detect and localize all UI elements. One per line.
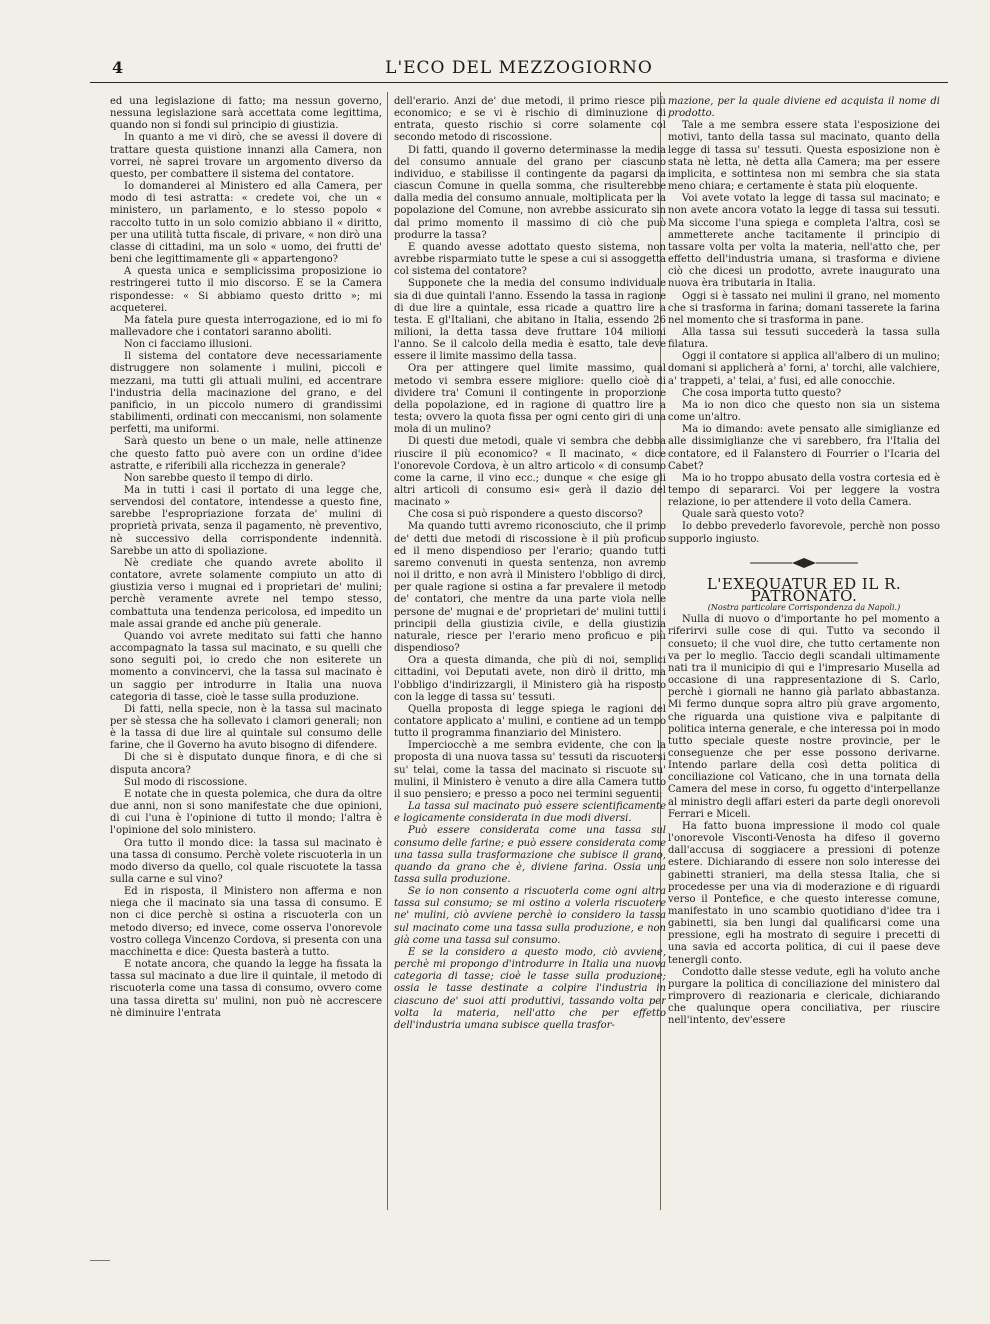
paragraph: Io domanderei al Ministero ed alla Camera, per modo di tesi astratta: « credete voi, che un « ministero, un parlamento, e lo stesso popolo « raccolto tutto in un solo comizio abbiano il « diritto, per una utilità tutta fiscale, di privare, « non dirò una classe di cittadini, ma un solo « uomo, dei frutti de' beni che legittimamente gli « appartengono? [110, 181, 382, 266]
paragraph: Sarà questo un bene o un male, nelle attinenze che questo fatto può avere con un ordine d'idee astratte, e riferibili alla ricchezza in generale? [110, 436, 382, 472]
paragraph-italic: La tassa sul macinato può essere scientificamente e logicamente considerata in due modi diversi. [394, 801, 666, 825]
article-column-1 [110, 96, 382, 1201]
paragraph: dell'erario. Anzi de' due metodi, il primo riesce più economico; e se vi è rischio di diminuzione di entrata, questo rischio si corre solamente col secondo metodo di riscossione. [394, 96, 666, 144]
paragraph: A questa unica e semplicissima proposizione io restringerei tutto il mio discorso. E se la Camera rispondesse: « Si abbiamo questo dritto »; mi acqueterei. [110, 266, 382, 314]
paragraph: Ora a questa dimanda, che più di noi, semplici cittadini, voi Deputati avete, non dirò il dritto, ma l'obbligo d'indirizzargli, il Ministero già ha risposto con la legge di tassa su' tessuti. [394, 655, 666, 703]
paragraph: Ma io non dico che questo non sia un sistema come un'altro. [668, 399, 940, 424]
paragraph: Che cosa si può rispondere a questo discorso? [408, 509, 643, 521]
paragraph: E notate ancora, che quando la legge ha fissata la tassa sul macinato a due lire il quintale, il metodo di riscuoterla come una tassa di consumo, ovvero come una tassa diretta su' mulini, non può nè accrescere nè diminuire l'entrata [110, 959, 382, 1019]
paragraph: Voi avete votato la legge di tassa sul macinato; e non avete ancora votato la legge di tassa sui tessuti. Ma siccome l'una spiega e completa l'altra, così se ammetterete anche tacitamente il principio di tassare volta per volta la materia, nell'atto che, per effetto dell'industria umana, si trasforma e diviene ciò che dicesi un prodotto, avrete inaugurato una nuova èra tributaria in Italia. [668, 193, 940, 290]
paragraph: ed una legislazione di fatto; ma nessun governo, nessuna legislazione sarà accettata come legittima, quando non si fondi sul principio di giustizia. [110, 96, 382, 132]
paragraph: Di questi due metodi, quale vi sembra che debba riuscire il più economico? « Il macinato, « dice l'onorevole Cordova, è un altro articolo « di consumo come la carne, il vino ecc.; dunque « che esige gli altri articoli di consumo esi« gerà il dazio del macinato » [394, 436, 666, 509]
paragraph: Oggi si è tassato nei mulini il grano, nel momento che si trasforma in farina; domani tasserete la farina nel momento che si trasforma in pane. [668, 290, 940, 326]
paragraph: In quanto a me vi dirò, che se avessi il dovere di trattare questa quistione innanzi alla Camera, non vorrei, nè saprei trovare un argomento diverso da questo, per combattere il sistema del contatore. [110, 132, 382, 180]
paragraph: Quale sarà questo voto? [682, 509, 805, 521]
margin-mark [90, 1260, 110, 1261]
article-column-3 [668, 96, 940, 1201]
paragraph: Oggi il contatore si applica all'albero di un mulino; domani si applicherà a' forni, a' torchi, alle valchiere, a' trappeti, a' telai, a' fusi, ed alle conocchie. [668, 351, 940, 387]
paragraph: Di che si è disputato dunque finora, e di che si disputa ancora? [110, 752, 382, 776]
page-header [90, 58, 948, 80]
paragraph: Condotto dalle stesse vedute, egli ha voluto anche purgare la politica di conciliazione del ministero dal rimprovero di reazionaria e clericale, dichiarando che qualunque opera conciliativa, per riuscire nell'intento, dev'essere [668, 966, 940, 1027]
paragraph: Imperciocchè a me sembra evidente, che con la proposta di una nuova tassa su' tessuti da riscuotersi su' telai, come la tassa del macinato si riscuote su' mulini, il Ministero è venuto a dire alla Camera tutto il suo pensiero; e presso a poco nei termini seguenti: [394, 740, 666, 800]
paragraph-italic: Può essere considerata come una tassa sul consumo delle farine; e può essere considerata come una tassa sulla trasformazione che subisce il grano, quando da grano che è, diviene farina. Ossia una tassa sulla produzione. [394, 825, 666, 885]
paragraph: E quando avesse adottato questo sistema, non avrebbe risparmiato tutte le spese a cui si assoggetta col sistema del contatore? [394, 241, 666, 278]
header-rule [90, 82, 948, 83]
paragraph: Ed in risposta, il Ministero non afferma e non niega che il macinato sia una tassa di consumo. E non ci dice perchè si ostina a riscuoterla con un metodo diverso; ed invece, come osserva l'onorevole vostro collega Vincenzo Cordova, si presenta con una macchinetta e dice: Questa basterà a tutto. [110, 886, 382, 958]
article-column-2 [394, 96, 666, 1201]
ornament-divider-icon [744, 556, 864, 570]
paragraph: Ha fatto buona impressione il modo col quale l'onorevole Visconti-Venosta ha difeso il governo dall'accusa di soggiacere a pressioni di potenze estere. Dichiarando di essere non solo interesse dei gabinetti stranieri, ma della stessa Italia, che si procedesse per una via di moderazione e di riguardi verso il Pontefice, e che questo interesse comune, manifestato in uno scambio quotidiano d'idee tra i gabinetti, sia ben lungi dal qualificarsi come una pressione, egli ha mostrato di seguire i precetti di una savia ed accorta politica, di cui il paese deve tenergli conto. [668, 820, 940, 966]
section-subtitle: (Nostra particolare Corrispondenza da Napoli.) [707, 603, 901, 613]
paragraph: Ora per attingere quel limite massimo, qual metodo vi sembra essere migliore: quello cioè di dividere tra' Comuni il contingente in proporzione della popolazione, ed in ragione di quattro lire a testa; ovvero la quota fissa per ogni cento giri di una mola di un mulino? [394, 363, 666, 436]
paragraph: Ma io dimando: avete pensato alle simiglianze ed alle dissimiglianze che vi sarebbero, fra l'Italia del contatore, ed il Falanstero di Fourrier o l'Icaria del Cabet? [668, 424, 940, 472]
paragraph-italic: mazione, per la quale diviene ed acquista il nome di prodotto. [668, 96, 940, 120]
column-divider-1 [387, 92, 388, 1210]
paragraph: Tale a me sembra essere stata l'esposizione dei motivi, tanto della tassa sul macinato, quanto della legge di tassa su' tessuti. Questa esposizione non è stata nè letta, nè detta alla Camera; ma per essere implicita, e sottintesa non mi sembra che sia stata meno chiara; e certamente è stata più eloquente. [668, 120, 940, 193]
paragraph: Sul modo di riscossione. [124, 776, 248, 788]
paragraph-italic: E se la considero a questo modo, ciò avviene, perchè mi propongo d'introdurre in Italia una nuova categoria di tasse; cioè le tasse sulla produzione; ossia le tasse destinate a colpire l'industria in ciascuno de' suoi atti produttivi, tassando volta per volta la materia, nell'atto che per effetto dell'industria umana subisce quella trasfor- [394, 946, 666, 1031]
paragraph: Ma io ho troppo abusato della vostra cortesia ed è tempo di separarci. Voi per leggere la vostra relazione, io per attendere il voto della Camera. [668, 472, 940, 509]
paragraph: Di fatti, quando il governo determinasse la media del consumo annuale del grano per ciascuno individuo, e stabilisse il contingente da pagarsi da ciascun Comune in quella somma, che risulterebbe dalla media del consumo annuale, moltiplicata per la popolazione del Comune, non avrebbe assicurato sin dal primo momento il massimo di ciò che può produrre la tassa? [394, 144, 666, 241]
paragraph: Quando voi avrete meditato sui fatti che hanno accompagnato la tassa sul macinato, e su quelli che sono seguiti poi, io credo che non esiterete un momento a convincervi, che la tassa sul macinato è un saggio per introdurre in Italia una nuova categoria di tasse, cioè le tasse sulla produzione. [110, 630, 382, 703]
page-number: 4 [112, 58, 124, 77]
paragraph: Ma in tutti i casi il portato di una legge che, servendosi del contatore, intendesse a questo fine, sarebbe l'espropriazione forzata de' mulini di proprietà privata, senza il pagamento, nè preventivo, nè successivo della corrispondente indennità. Sarebbe un atto di spoliazione. [110, 485, 382, 557]
paragraph: Di fatti, nella specie, non è la tassa sul macinato per sè stessa che ha sollevato i clamori generali; non è la tassa di due lire al quintale sul consumo delle farine, che il Governo ha avuto bisogno di difendere. [110, 703, 382, 752]
paragraph: Ora tutto il mondo dice: la tassa sul macinato è una tassa di consumo. Perchè volete riscuoterla in un modo diverso da quello, col quale riscuotete la tassa sulla carne e sul vino? [110, 837, 382, 885]
paragraph: Nè crediate che quando avrete abolito il contatore, avrete solamente compiuto un atto di giustizia verso i mugnai ed i proprietari de' mulini; perchè veramente avrete nel tempo stesso, combattuta una tendenza pericolosa, ed impedito un male assai grande ed anche più generale. [110, 557, 382, 630]
paragraph: Io debbo prevederlo favorevole, perchè non posso supporlo ingiusto. [668, 521, 940, 545]
paragraph: Nulla di nuovo o d'importante ho pel momento a riferirvi sulle cose di qui. Tutto va secondo il consueto; il che vuol dire, che tutto certamente non va per lo meglio. Taccio degli scandali ultimamente nati tra il municipio di qui e l'impresario Musella ad occasione di una rappresentazione di S. Carlo, perchè i giornali ne hanno già parlato abbastanza. Mi fermo dunque sopra altro più grave argomento, che riguarda una quistione viva e palpitante di politica interna generale, e che interessa poi in modo tutto speciale queste nostre provincie, per le conseguenze che per esse possono derivarne. Intendo parlare della così detta politica di conciliazione col Vaticano, che in una tornata della Camera del mese in corso, fu oggetto d'interpellanze al ministro degli affari esteri da parte degli onorevoli Ferrari e Miceli. [668, 614, 940, 820]
paragraph: Ma quando tutti avremo riconosciuto, che il primo de' detti due metodi di riscossione è il più proficuo ed il meno dispendioso per l'erario; quando tutti saremo convenuti in questa sentenza, non avremo noi il dritto, e non avrà il Ministero l'obbligo di dirci, per quale ragione si ostina a far prevalere il metodo de' contatori, che mentre da una parte viola nelle persone de' mugnai e de' proprietari de' mulini tutti i principii della giustizia civile, e della giustizia naturale, riesce per l'erario meno proficuo e più dispendioso? [394, 521, 666, 655]
paragraph: Ma fatela pure questa interrogazione, ed io mi fo mallevadore che i contatori saranno aboliti. [110, 314, 382, 338]
paragraph: Non ci facciamo illusioni. [124, 339, 253, 351]
paragraph: Il sistema del contatore deve necessariamente distruggere non solamente i mulini, piccoli e mezzani, ma tutti gli attuali mulini, ed accentrare l'industria della macinazione del grano, e del panificio, in un piccolo numero di grandissimi stabilimenti, ordinati con meccanismi, non solamente perfetti, ma uniformi. [110, 351, 382, 436]
paragraph: Che cosa importa tutto questo? [682, 387, 842, 399]
paragraph: Quella proposta di legge spiega le ragioni del contatore applicato a' mulini, e contiene ad un tempo tutto il programma finanziario del Ministero. [394, 703, 666, 740]
paragraph: Non sarebbe questo il tempo di dirlo. [124, 472, 314, 484]
paragraph: Alla tassa sui tessuti succederà la tassa sulla filatura. [668, 326, 940, 351]
masthead-title: L'ECO DEL MEZZOGIORNO [385, 58, 653, 78]
section-title: L'EXEQUATUR ED IL R. PATRONATO. [706, 574, 902, 605]
paragraph: Supponete che la media del consumo individuale sia di due quintali l'anno. Essendo la tassa in ragione di due lire a quintale, essa ricade a quattro lire a testa. E gl'Italiani, che abitano in Italia, essendo 26 milioni, la detta tassa deve fruttare 104 milioni l'anno. Se il calcolo della media è esatto, tale deve essere il limite massimo della tassa. [394, 278, 666, 363]
paragraph-italic: Se io non consento a riscuoterla come ogni altra tassa sul consumo; se mi ostino a volerla riscuotere ne' mulini, ciò avviene perchè io considero la tassa sul macinato come una tassa sulla produzione, e non già come una tassa sul consumo. [394, 886, 666, 946]
paragraph: E notate che in questa polemica, che dura da oltre due anni, non si sono manifestate che due opinioni, di cui l'una è l'opinione di tutto il mondo; l'altra è l'opinione del solo ministero. [110, 788, 382, 837]
